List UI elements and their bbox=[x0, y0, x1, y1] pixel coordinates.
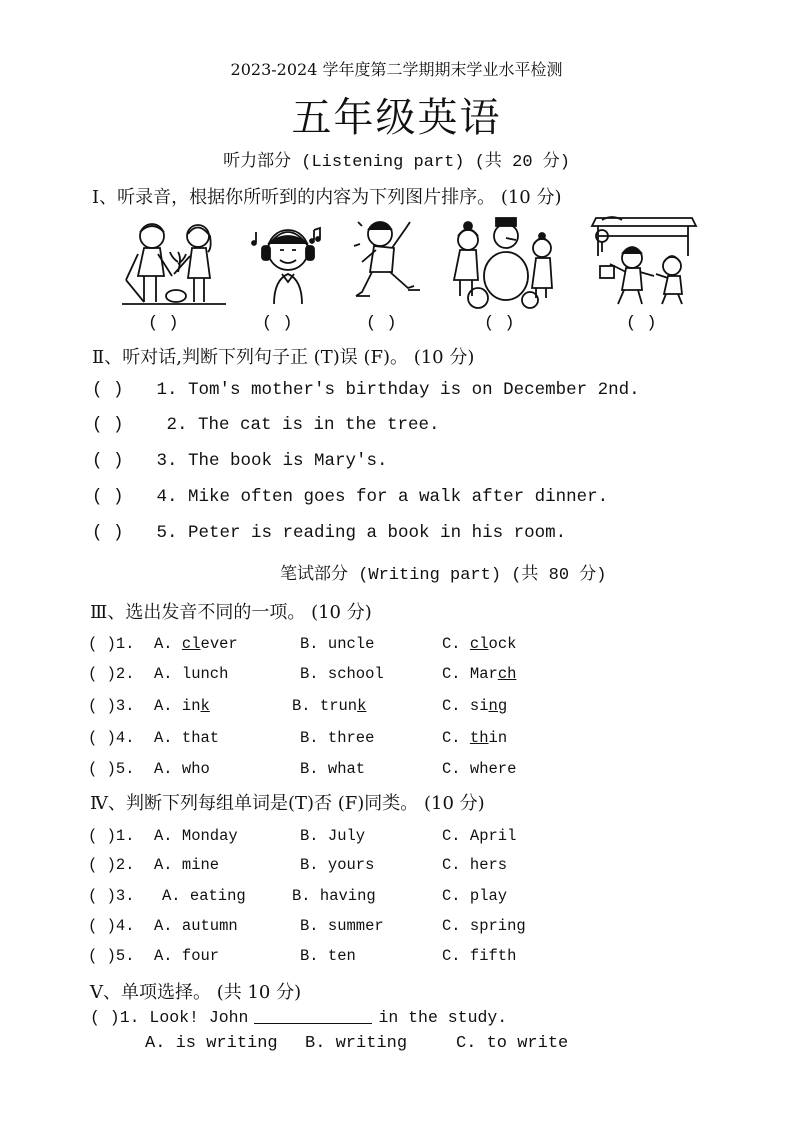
underlined-sound: cl bbox=[181, 635, 201, 653]
children-planting-tree-icon bbox=[118, 214, 228, 310]
question-text-end: in the study. bbox=[378, 1008, 508, 1027]
option-a: A. autumn bbox=[154, 917, 238, 935]
choice-option-a: A. is writing bbox=[145, 1034, 278, 1053]
subject-title: 五年级英语 bbox=[291, 95, 502, 141]
answer-paren[interactable]: ( )4. bbox=[88, 917, 135, 935]
tf-item-2 bbox=[92, 415, 440, 435]
picture1-answer-blank[interactable]: ( ) bbox=[148, 314, 179, 333]
fill-in-blank[interactable] bbox=[254, 1008, 372, 1024]
boy-with-headphones-icon bbox=[250, 214, 330, 310]
tf-item-1 bbox=[92, 380, 640, 400]
choice-option-c: C. to write bbox=[456, 1034, 569, 1053]
tf-item-text: 2. The cat is in the tree. bbox=[166, 415, 440, 435]
exam-title: 2023-2024 学年度第二学期期末学业水平检测 bbox=[230, 60, 563, 79]
tf-item-text: 4. Mike often goes for a walk after dinner. bbox=[156, 487, 609, 507]
option-a: A. mine bbox=[154, 856, 220, 874]
answer-paren[interactable]: ( )3. bbox=[88, 887, 135, 905]
answer-paren[interactable]: ( ) bbox=[92, 487, 124, 507]
option-a: A. four bbox=[154, 947, 220, 965]
section2-title: Ⅱ、听对话,判断下列句子正 (T)误 (F)。 (10 分) bbox=[92, 347, 475, 368]
section4-title: Ⅳ、判断下列每组单词是(T)否 (F)同类。 (10 分) bbox=[90, 793, 485, 814]
answer-paren[interactable]: ( )3. bbox=[88, 697, 135, 715]
tf-item-3 bbox=[92, 451, 388, 471]
section3-title: Ⅲ、选出发音不同的一项。 (10 分) bbox=[90, 602, 372, 623]
picture3-answer-blank[interactable]: ( ) bbox=[366, 314, 397, 333]
tf-item-4 bbox=[92, 487, 608, 507]
option-b: B. yours bbox=[300, 856, 375, 874]
underlined-sound: k bbox=[357, 697, 367, 715]
option-c: C. fifth bbox=[442, 947, 517, 965]
answer-paren[interactable]: ( )4. bbox=[88, 729, 135, 747]
answer-paren[interactable]: ( ) bbox=[92, 523, 124, 543]
option-a: A. Monday bbox=[154, 827, 238, 845]
option-c: C. hers bbox=[442, 856, 508, 874]
listening-part-heading: 听力部分 (Listening part) (共 20 分) bbox=[223, 153, 570, 172]
option-a: A. eating bbox=[162, 887, 246, 905]
answer-paren[interactable]: ( )5. bbox=[88, 947, 135, 965]
children-at-festival-icon bbox=[588, 214, 700, 310]
boy-doing-exercise-icon bbox=[352, 214, 432, 310]
writing-part-heading: 笔试部分 (Writing part) (共 80 分) bbox=[280, 566, 607, 585]
option-c: C. spring bbox=[442, 917, 526, 935]
answer-paren[interactable]: ( ) bbox=[92, 451, 124, 471]
underlined-sound: ng bbox=[488, 697, 508, 715]
option-c: C. play bbox=[442, 887, 508, 905]
underlined-sound: th bbox=[469, 729, 489, 747]
answer-paren[interactable]: ( )2. bbox=[88, 665, 135, 683]
underlined-sound: ch bbox=[497, 665, 517, 683]
answer-paren[interactable]: ( )1. bbox=[88, 635, 135, 653]
question-text: 1. Look! John bbox=[119, 1008, 249, 1027]
tf-item-text: 1. Tom's mother's birthday is on December 2nd. bbox=[156, 380, 640, 400]
picture4-answer-blank[interactable]: ( ) bbox=[484, 314, 515, 333]
answer-paren[interactable]: ( )2. bbox=[88, 856, 135, 874]
answer-paren[interactable]: ( ) bbox=[92, 415, 124, 435]
option-b: B. ten bbox=[300, 947, 356, 965]
choice-question-1 bbox=[90, 1008, 507, 1027]
option-c: C. April bbox=[442, 827, 517, 845]
answer-paren[interactable]: ( )5. bbox=[88, 760, 135, 778]
tf-item-text: 5. Peter is reading a book in his room. bbox=[156, 523, 567, 543]
option-b: B. having bbox=[292, 887, 376, 905]
underlined-sound: cl bbox=[469, 635, 489, 653]
picture2-answer-blank[interactable]: ( ) bbox=[262, 314, 293, 333]
underlined-sound: k bbox=[200, 697, 210, 715]
choice-option-b: B. writing bbox=[305, 1034, 408, 1053]
picture5-answer-blank[interactable]: ( ) bbox=[626, 314, 657, 333]
section5-title: V、单项选择。 (共 10 分) bbox=[90, 982, 302, 1003]
option-b: B. summer bbox=[300, 917, 384, 935]
section1-title: Ⅰ、听录音，根据你所听到的内容为下列图片排序。 (10 分) bbox=[92, 187, 562, 208]
children-making-snowman-icon bbox=[448, 214, 558, 310]
answer-paren[interactable]: ( ) bbox=[90, 1008, 120, 1027]
tf-item-text: 3. The book is Mary's. bbox=[156, 451, 388, 471]
answer-paren[interactable]: ( ) bbox=[92, 380, 124, 400]
option-b: B. July bbox=[300, 827, 366, 845]
tf-item-5 bbox=[92, 523, 566, 543]
answer-paren[interactable]: ( )1. bbox=[88, 827, 135, 845]
